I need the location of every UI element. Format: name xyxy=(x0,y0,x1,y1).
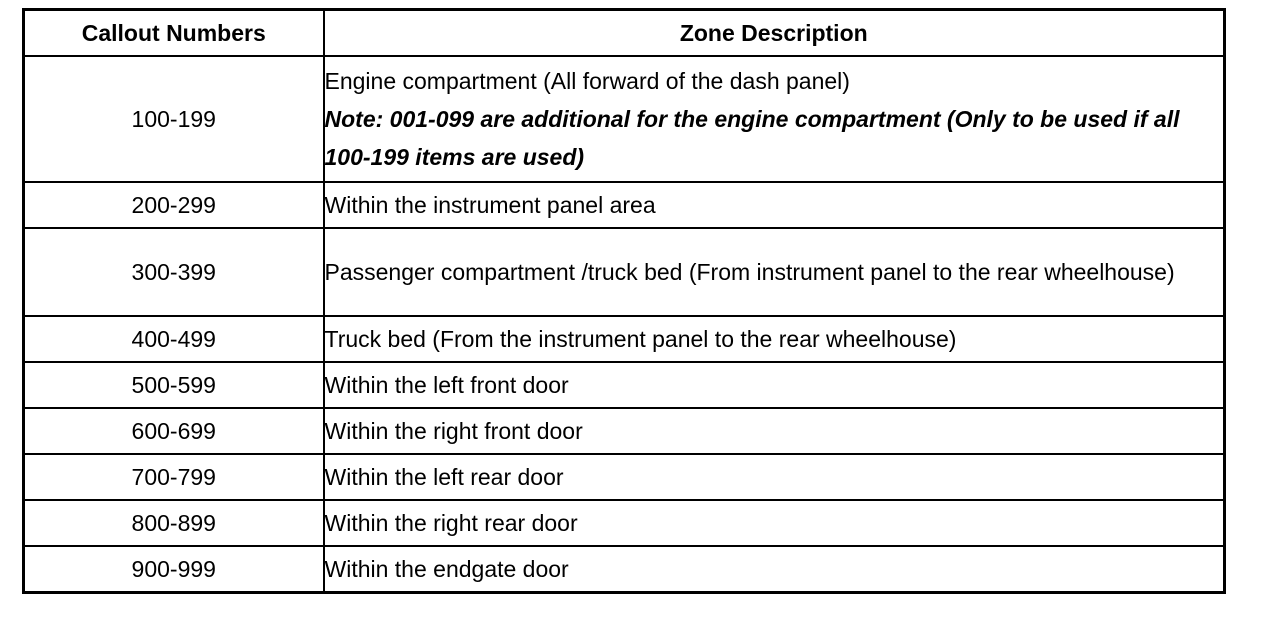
callout-range: 800-899 xyxy=(24,500,324,546)
callout-range: 200-299 xyxy=(24,182,324,228)
callout-range: 100-199 xyxy=(24,56,324,182)
header-callout-numbers: Callout Numbers xyxy=(24,10,324,57)
callout-range: 600-699 xyxy=(24,408,324,454)
table-row xyxy=(24,408,1225,454)
callout-range: 500-599 xyxy=(24,362,324,408)
table-row xyxy=(24,454,1225,500)
table-row xyxy=(24,362,1225,408)
zone-description xyxy=(324,56,1225,182)
zone-description: Within the right rear door xyxy=(324,500,1225,546)
zone-description: Within the right front door xyxy=(324,408,1225,454)
zone-description: Within the instrument panel area xyxy=(324,182,1225,228)
header-zone-description: Zone Description xyxy=(324,10,1225,57)
callout-range: 700-799 xyxy=(24,454,324,500)
zone-description: Truck bed (From the instrument panel to the rear wheelhouse) xyxy=(324,316,1225,362)
zone-description: Within the left front door xyxy=(324,362,1225,408)
zone-description: Within the left rear door xyxy=(324,454,1225,500)
zone-description-text: Engine compartment (All forward of the dash panel) xyxy=(324,68,850,94)
callout-range: 300-399 xyxy=(24,228,324,316)
callout-zone-table xyxy=(22,8,1226,594)
table-row xyxy=(24,228,1225,316)
zone-description: Within the endgate door xyxy=(324,546,1225,593)
table-row xyxy=(24,182,1225,228)
zone-note: Note: 001-099 are additional for the engine compartment (Only to be used if all 100-199 items are used) xyxy=(324,106,1180,170)
zone-description: Passenger compartment /truck bed (From instrument panel to the rear wheelhouse) xyxy=(324,228,1225,316)
table-row xyxy=(24,546,1225,593)
callout-range: 900-999 xyxy=(24,546,324,593)
table-header-row xyxy=(24,10,1225,57)
callout-range: 400-499 xyxy=(24,316,324,362)
table-row xyxy=(24,500,1225,546)
table-row xyxy=(24,56,1225,182)
table-row xyxy=(24,316,1225,362)
